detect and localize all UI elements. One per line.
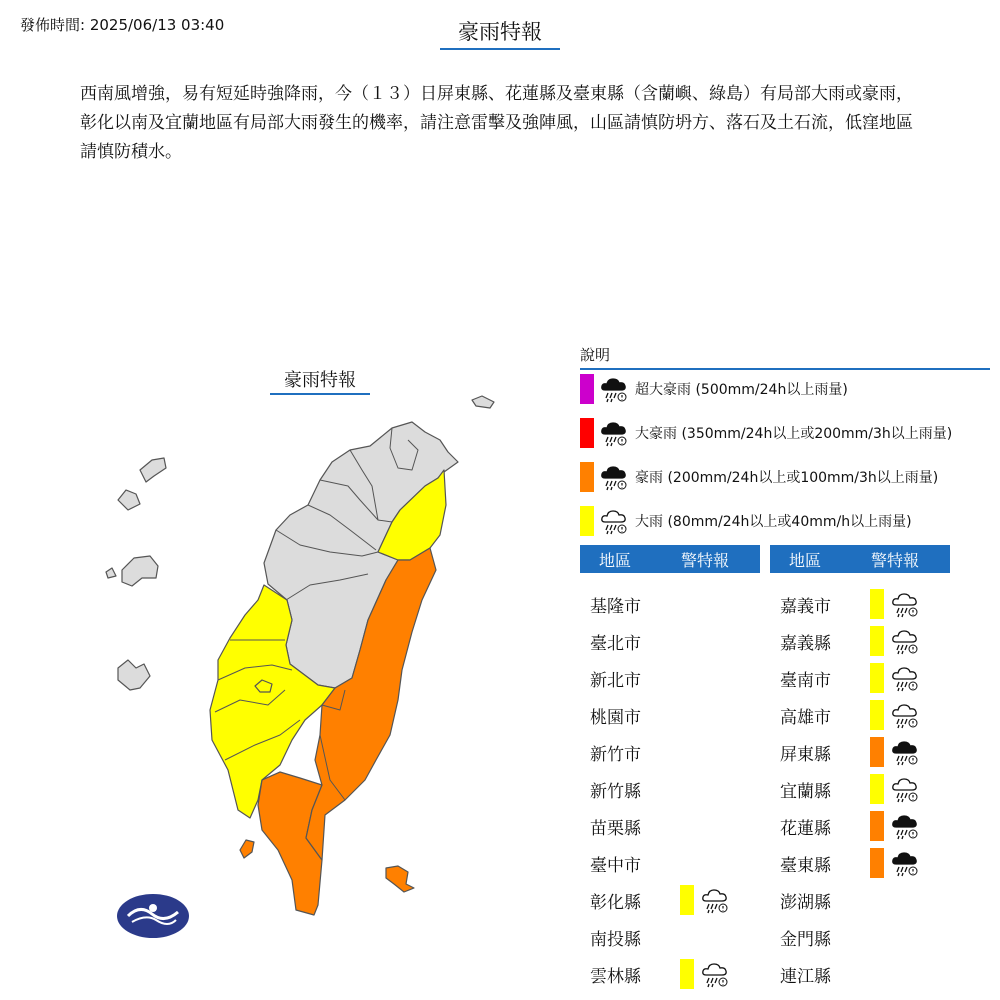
- storm-rain-icon: [890, 811, 920, 841]
- region-name: 臺東縣: [780, 855, 831, 876]
- legend-swatch: [580, 374, 594, 404]
- table-row: [580, 959, 730, 989]
- table-row: [580, 737, 680, 767]
- table-row: [580, 922, 680, 952]
- publish-time: 發佈時間: 2025/06/13 03:40: [20, 16, 225, 34]
- rain-icon: [890, 774, 920, 804]
- rain-icon: [700, 885, 730, 915]
- map-islands-penghu: [106, 458, 166, 690]
- warning-level-mark: [870, 663, 884, 693]
- table-row: [580, 848, 680, 878]
- legend-label: 大雨 (80mm/24h以上或40mm/h以上雨量): [635, 514, 912, 530]
- storm-rain-icon: [599, 374, 629, 404]
- legend-item-heavy: [580, 506, 912, 536]
- region-name: 南投縣: [590, 929, 641, 950]
- table-row: [580, 700, 680, 730]
- table-row: [770, 959, 870, 989]
- table-row: [770, 922, 870, 952]
- region-name: 臺中市: [590, 855, 641, 876]
- col-region: 地區: [788, 550, 821, 570]
- region-name: 基隆市: [590, 596, 641, 617]
- region-name: 彰化縣: [590, 892, 641, 913]
- table-row: [770, 774, 920, 804]
- map-island-green-island: [386, 866, 414, 892]
- page-title: 豪雨特報: [440, 16, 560, 50]
- table-row: [580, 774, 680, 804]
- region-name: 臺北市: [590, 633, 641, 654]
- legend-item-extreme_torrential: [580, 374, 848, 404]
- table-row: [770, 848, 920, 878]
- table-row: [770, 737, 920, 767]
- warning-level-mark: [870, 811, 884, 841]
- region-name: 嘉義市: [780, 596, 831, 617]
- legend-label: 豪雨 (200mm/24h以上或100mm/3h以上雨量): [635, 470, 939, 486]
- legend-title: 說明: [580, 344, 990, 370]
- region-name: 雲林縣: [590, 966, 641, 987]
- rain-icon: [599, 506, 629, 536]
- map-island-lanyu: [240, 840, 254, 858]
- table-row: [770, 885, 870, 915]
- region-name: 臺南市: [780, 670, 831, 691]
- region-name: 新竹縣: [590, 781, 641, 802]
- warning-level-mark: [870, 589, 884, 619]
- warning-description: 西南風增強，易有短延時強降雨，今（１３）日屏東縣、花蓮縣及臺東縣（含蘭嶼、綠島）有局部大雨或豪雨，彰化以南及宜蘭地區有局部大雨發生的機率，請注意雷擊及強陣風，山區請慎防坍方、落石及土石流，低窪地區請慎防積水。: [80, 84, 913, 162]
- rain-icon: [700, 959, 730, 989]
- table-header-left: [580, 545, 760, 573]
- region-name: 新竹市: [590, 744, 641, 765]
- col-region: 地區: [598, 550, 631, 570]
- region-name: 宜蘭縣: [780, 781, 831, 802]
- warning-level-mark: [870, 626, 884, 656]
- warning-level-mark: [870, 700, 884, 730]
- col-warning: 警特報: [870, 550, 919, 570]
- warning-level-mark: [870, 774, 884, 804]
- map-title: 豪雨特報: [270, 366, 370, 395]
- warning-level-mark: [870, 737, 884, 767]
- table-row: [770, 589, 920, 619]
- legend-label: 大豪雨 (350mm/24h以上或200mm/3h以上雨量): [635, 426, 953, 442]
- col-warning: 警特報: [680, 550, 729, 570]
- legend-swatch: [580, 462, 594, 492]
- table-row: [770, 663, 920, 693]
- storm-rain-icon: [890, 848, 920, 878]
- table-row: [580, 811, 680, 841]
- rain-icon: [890, 663, 920, 693]
- legend-item-torrential: [580, 462, 938, 492]
- region-name: 高雄市: [780, 707, 831, 728]
- table-row: [580, 626, 680, 656]
- legend-label: 超大豪雨 (500mm/24h以上雨量): [635, 382, 848, 398]
- region-name: 澎湖縣: [780, 892, 831, 913]
- region-name: 金門縣: [780, 929, 831, 950]
- warning-level-mark: [680, 959, 694, 989]
- map-island-pengjia: [472, 396, 494, 408]
- taiwan-warning-map: [0, 390, 520, 950]
- region-name: 苗栗縣: [590, 818, 641, 839]
- table-row: [770, 626, 920, 656]
- storm-rain-icon: [599, 462, 629, 492]
- region-name: 花蓮縣: [780, 818, 831, 839]
- storm-rain-icon: [890, 737, 920, 767]
- legend-item-extra_torrential: [580, 418, 952, 448]
- region-name: 新北市: [590, 670, 641, 691]
- table-row: [580, 885, 730, 915]
- warning-level-mark: [680, 885, 694, 915]
- table-row: [770, 700, 920, 730]
- table-row: [580, 589, 680, 619]
- region-name: 桃園市: [590, 707, 641, 728]
- region-name: 屏東縣: [780, 744, 831, 765]
- table-row: [580, 663, 680, 693]
- table-header-right: [770, 545, 950, 573]
- region-name: 嘉義縣: [780, 633, 831, 654]
- cwa-logo-icon: [117, 894, 189, 938]
- legend-swatch: [580, 506, 594, 536]
- warning-level-mark: [870, 848, 884, 878]
- rain-icon: [890, 700, 920, 730]
- storm-rain-icon: [599, 418, 629, 448]
- table-row: [770, 811, 920, 841]
- region-name: 連江縣: [780, 966, 831, 987]
- rain-icon: [890, 626, 920, 656]
- rain-icon: [890, 589, 920, 619]
- legend-swatch: [580, 418, 594, 448]
